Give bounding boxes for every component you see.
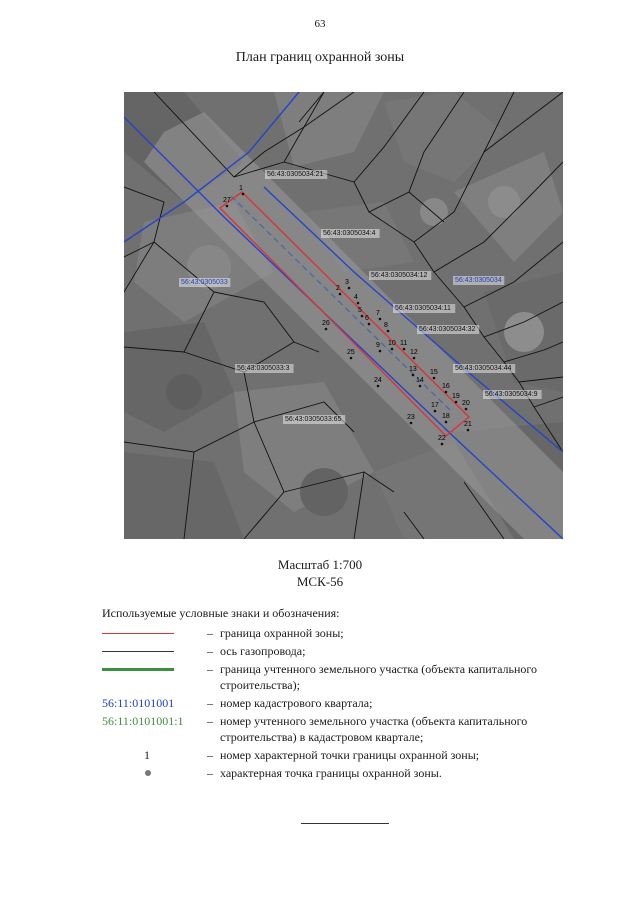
zone-point-number: 6 — [365, 315, 369, 322]
zone-point-dot — [387, 330, 390, 333]
zone-point-number: 10 — [388, 340, 396, 347]
legend-dash: – — [207, 766, 213, 780]
zone-point-dot — [445, 421, 448, 424]
legend-dash: – — [207, 696, 213, 710]
parcel-label: 56:43:0305034:11 — [395, 305, 451, 312]
quarter-label: 56:43:0305033 — [181, 279, 228, 286]
zone-point-dot — [377, 385, 380, 388]
legend-dash: – — [207, 626, 213, 640]
parcel-label: 56:43:0305034:44 — [455, 365, 512, 372]
page-number: 63 — [314, 18, 326, 30]
zone-point-dot — [368, 323, 371, 326]
zone-point-number: 24 — [374, 377, 382, 384]
legend-dash: – — [207, 662, 213, 676]
black-line-symbol — [102, 651, 174, 652]
zone-point-dot — [391, 348, 394, 351]
legend-dash: – — [207, 714, 213, 728]
legend-item-quarter-number — [102, 695, 602, 711]
zone-point-number: 25 — [347, 349, 355, 356]
cadastral-map — [124, 92, 563, 539]
zone-point-number: 14 — [416, 377, 424, 384]
parcel-label: 56:43:0305034:9 — [485, 391, 538, 398]
zone-point-dot — [419, 385, 422, 388]
zone-point-number: 13 — [409, 366, 417, 373]
zone-point-number: 12 — [410, 349, 418, 356]
parcel-label: 56:43:0305034:21 — [267, 171, 324, 178]
legend-symbol — [102, 643, 200, 659]
legend-symbol — [102, 747, 200, 763]
zone-point-number: 4 — [354, 294, 358, 301]
zone-point-number: 23 — [407, 414, 415, 421]
parcel-label: 56:43:0305034:12 — [371, 272, 428, 279]
zone-point-number: 5 — [358, 307, 362, 314]
zone-point-number: 3 — [345, 279, 349, 286]
legend-desc: граница учтенного земельного участка (объекта капитального строительства); — [220, 662, 538, 692]
point-number-sample: 1 — [144, 748, 150, 762]
zone-point-dot — [434, 410, 437, 413]
zone-point-number: 20 — [462, 400, 470, 407]
legend-desc: номер характерной точки границы охранной зоны; — [220, 748, 480, 762]
zone-point-number: 26 — [322, 320, 330, 327]
parcel-label: 56:43:0305033:65 — [285, 416, 342, 423]
zone-point-number: 21 — [464, 421, 472, 428]
parcel-label: 56:43:0305034:4 — [323, 230, 376, 237]
coordinate-system: МСК-56 — [296, 574, 344, 589]
map-canvas — [124, 92, 563, 539]
page-title: План границ охранной зоны — [235, 50, 405, 65]
zone-point-dot — [242, 193, 245, 196]
red-line-symbol — [102, 633, 174, 634]
legend-desc: номер кадастрового квартала; — [220, 696, 373, 710]
legend-desc: номер учтенного земельного участка (объекта капитального строительства) в кадастровом квартале; — [220, 714, 528, 744]
zone-point-dot — [455, 401, 458, 404]
zone-point-dot — [412, 374, 415, 377]
legend-desc: ось газопровода; — [220, 644, 306, 658]
zone-point-dot — [433, 377, 436, 380]
quarter-label: 56:43:0305034 — [455, 277, 502, 284]
zone-point-dot — [226, 205, 229, 208]
zone-point-dot — [379, 318, 382, 321]
legend-symbol — [102, 661, 200, 677]
point-dot-symbol — [145, 770, 151, 776]
legend-symbol — [102, 695, 200, 711]
legend-heading: Используемые условные знаки и обозначения: — [102, 606, 340, 620]
legend-item-point-number — [102, 747, 602, 763]
zone-point-number: 17 — [431, 402, 439, 409]
zone-point-number: 11 — [400, 340, 408, 347]
scale-label: Масштаб 1:700 — [277, 557, 363, 572]
quarter-number-sample: 56:11:0101001 — [102, 696, 175, 710]
legend-symbol — [102, 765, 200, 781]
zone-point-number: 7 — [376, 310, 380, 317]
parcel-label: 56:43:0305034:32 — [419, 326, 476, 333]
scale-block — [0, 556, 640, 590]
zone-point-number: 1 — [239, 185, 243, 192]
zone-point-dot — [445, 391, 448, 394]
legend-item-point — [102, 765, 602, 781]
zone-point-number: 27 — [223, 197, 231, 204]
legend-symbol — [102, 713, 200, 729]
parcel-number-sample: 56:11:0101001:1 — [102, 714, 184, 728]
legend-dash: – — [207, 748, 213, 762]
legend — [102, 606, 602, 783]
legend-desc: характерная точка границы охранной зоны. — [220, 766, 442, 780]
zone-point-dot — [357, 302, 360, 305]
zone-point-dot — [361, 315, 364, 318]
zone-point-dot — [441, 443, 444, 446]
green-line-symbol — [102, 668, 174, 671]
legend-item-zone-boundary — [102, 625, 602, 641]
zone-point-dot — [410, 422, 413, 425]
zone-point-dot — [339, 293, 342, 296]
legend-symbol — [102, 625, 200, 641]
zone-point-number: 15 — [430, 369, 438, 376]
zone-point-number: 2 — [336, 285, 340, 292]
legend-dash: – — [207, 644, 213, 658]
legend-desc: граница охранной зоны; — [220, 626, 344, 640]
zone-point-number: 16 — [442, 383, 450, 390]
zone-point-dot — [413, 357, 416, 360]
zone-point-dot — [350, 357, 353, 360]
zone-point-number: 9 — [376, 342, 380, 349]
zone-point-dot — [467, 429, 470, 432]
zone-point-number: 22 — [438, 435, 446, 442]
zone-point-dot — [325, 328, 328, 331]
zone-point-number: 19 — [452, 393, 460, 400]
zone-point-number: 18 — [442, 413, 450, 420]
zone-point-number: 8 — [384, 322, 388, 329]
zone-point-dot — [379, 350, 382, 353]
legend-item-pipeline-axis — [102, 643, 602, 659]
zone-point-dot — [403, 348, 406, 351]
footer-rule — [301, 823, 389, 824]
zone-point-dot — [465, 408, 468, 411]
legend-item-parcel-boundary — [102, 661, 602, 693]
parcel-label: 56:43:0305033:3 — [237, 365, 290, 372]
legend-item-parcel-number — [102, 713, 602, 745]
zone-point-dot — [348, 287, 351, 290]
